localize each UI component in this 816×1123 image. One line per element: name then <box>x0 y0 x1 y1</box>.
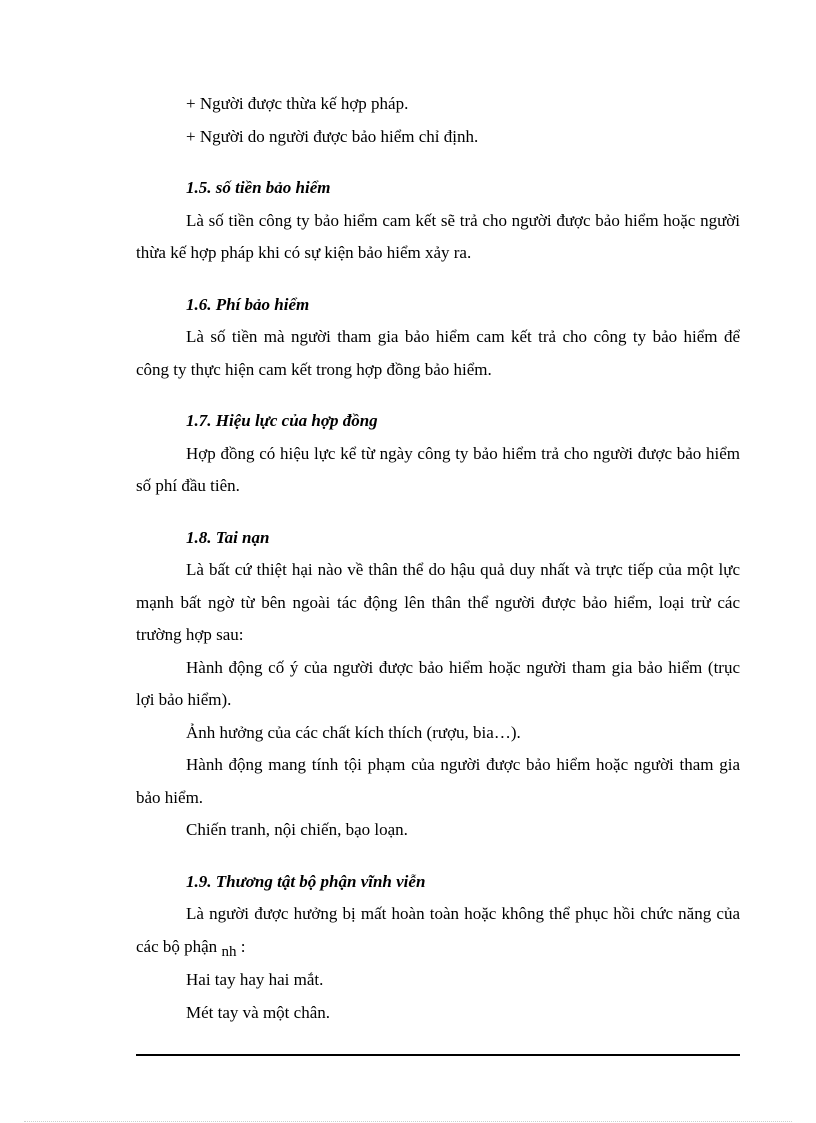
exclusion-item: Hành động mang tính tội phạm của người được bảo hiểm hoặc người tham gia bảo hiểm. <box>136 755 740 807</box>
exclusion-item: Chiến tranh, nội chiến, bạo loạn. <box>186 820 408 839</box>
body-line: + Người do người được bảo hiểm chỉ định. <box>186 126 479 146</box>
footer-rule <box>136 1054 740 1056</box>
section-paragraph: Là số tiền mà người tham gia bảo hiểm cam kết trả cho công ty bảo hiểm để công ty thực hiện cam kết trong hợp đồng bảo hiểm. <box>136 327 740 379</box>
section-heading-1-6: 1.6. Phí bảo hiểm <box>186 294 310 314</box>
section-paragraph <box>136 898 740 964</box>
section-heading-1-5: 1.5. số tiền bảo hiểm <box>186 178 331 197</box>
list-item: Hai tay hay hai mắt. <box>186 970 324 989</box>
section-paragraph: Hợp đồng có hiệu lực kể từ ngày công ty bảo hiểm trả cho người được bảo hiểm số phí đầu tiên. <box>136 443 740 495</box>
exclusion-item: Ảnh hưởng của các chất kích thích (rượu, bia…). <box>186 722 521 742</box>
stray-fragment: nh <box>221 943 237 960</box>
paragraph-text: Là người được hưởng bị mất hoàn toàn hoặc không thể phục hồi chức năng của các bộ phận <box>136 904 740 956</box>
section-heading-1-9: 1.9. Thương tật bộ phận vĩnh viễn <box>186 871 426 891</box>
paragraph-tail: : <box>236 936 246 956</box>
section-paragraph: Là số tiền công ty bảo hiểm cam kết sẽ trả cho người được bảo hiểm hoặc người thừa kế hợp pháp khi có sự kiện bảo hiểm xảy ra. <box>136 210 740 262</box>
list-item: Mét tay và một chân. <box>186 1002 330 1022</box>
page-break-dotted-line <box>24 1121 792 1122</box>
section-heading-1-8: 1.8. Tai nạn <box>186 527 270 547</box>
document-page <box>136 88 740 1029</box>
exclusion-item: Hành động cố ý của người được bảo hiểm hoặc người tham gia bảo hiểm (trục lợi bảo hiểm). <box>136 657 740 709</box>
section-paragraph: Là bất cứ thiệt hại nào về thân thể do hậu quả duy nhất và trực tiếp của một lực mạnh bất ngờ từ bên ngoài tác động lên thân thể người được bảo hiểm, loại trừ các trường hợp sau: <box>136 560 740 644</box>
section-heading-1-7: 1.7. Hiệu lực của hợp đồng <box>186 411 378 430</box>
body-line: + Người được thừa kế hợp pháp. <box>186 94 409 113</box>
